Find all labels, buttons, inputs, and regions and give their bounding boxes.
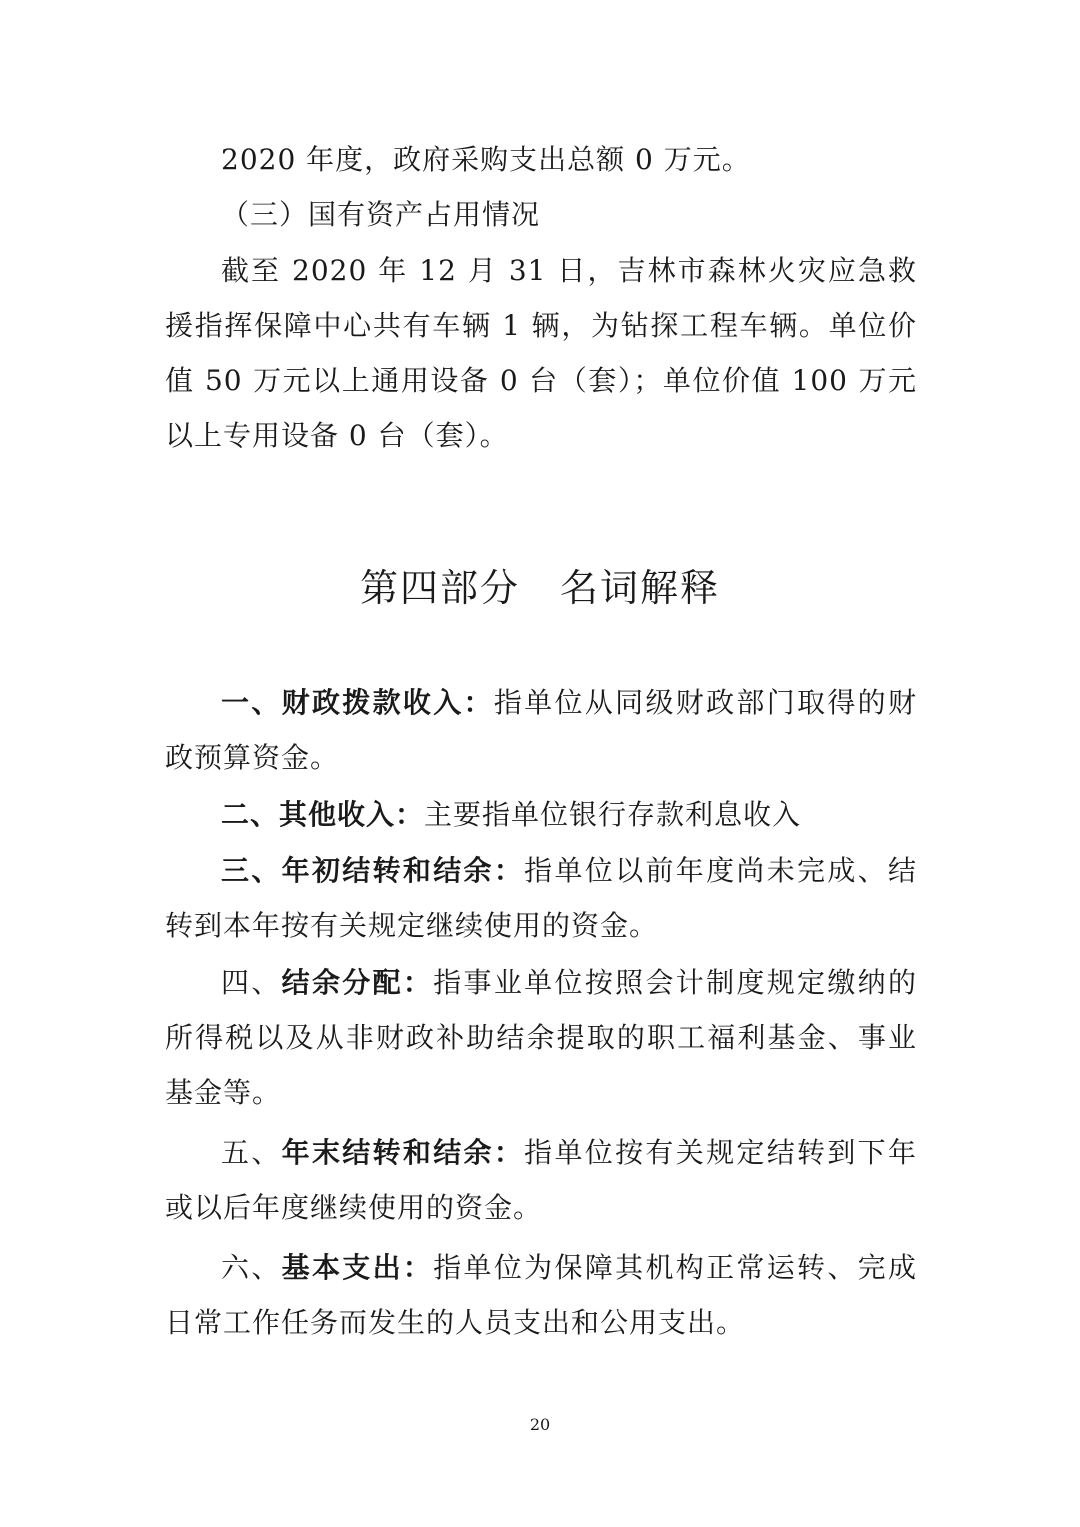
procurement-paragraph: 2020 年度，政府采购支出总额 0 万元。 [221,143,751,176]
term-label: 三、年初结转和结余： [221,854,525,887]
term-definition: 指单位从同级财政部门取得的财政预算资金。 [165,686,917,774]
term-definition: 指单位以前年度尚未完成、结转到本年按有关规定继续使用的资金。 [165,854,917,942]
term-basic-expenditure [165,1240,917,1350]
term-label: 一、财政拨款收入： [221,686,494,719]
term-definition: 指单位按有关规定结转到下年或以后年度继续使用的资金。 [165,1136,917,1224]
term-definition: 指事业单位按照会计制度规定缴纳的所得税以及从非财政补助结余提取的职工福利基金、事业基金等。 [165,966,917,1109]
term-definition: 指单位为保障其机构正常运转、完成日常工作任务而发生的人员支出和公用支出。 [165,1251,917,1339]
term-prefix: 五、 [221,1136,282,1169]
part-four-title [0,560,1080,616]
term-prefix: 四、 [221,966,282,999]
part-four-title-right: 名词解释 [560,566,721,610]
term-other-income [165,787,917,842]
term-surplus-distribution [165,955,917,1120]
assets-paragraph: 截至 2020 年 12 月 31 日，吉林市森林火灾应急救援指挥保障中心共有车辆 1 辆，为钻探工程车辆。单位价值 50 万元以上通用设备 0 台（套）；单位价值 100 万元以上专用设备 0 台（套）。 [165,254,917,452]
term-label: 二、其他收入： [221,798,425,831]
part-four-title-left: 第四部分 [359,566,520,610]
page-number: 20 [529,1415,551,1434]
assets-subheading: （三）国有资产占用情况 [221,198,541,231]
term-definition: 主要指单位银行存款利息收入 [424,798,802,831]
term-prefix: 六、 [221,1251,282,1284]
term-label: 年末结转和结余： [281,1136,525,1169]
term-closing-balance [165,1125,917,1235]
term-opening-balance [165,843,917,953]
term-label: 基本支出： [281,1251,434,1284]
term-fiscal-appropriation [165,675,917,785]
term-label: 结余分配： [281,966,434,999]
